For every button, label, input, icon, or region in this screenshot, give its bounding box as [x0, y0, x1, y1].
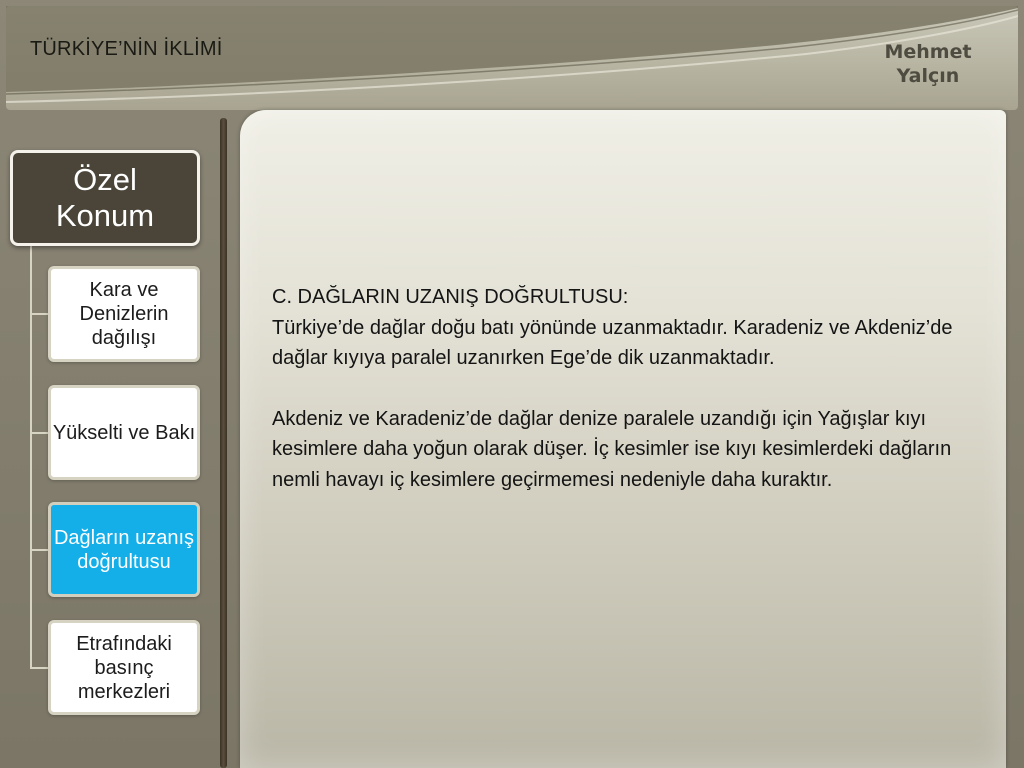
content-paragraph-1-text: Türkiye’de dağlar doğu batı yönünde uzanmaktadır. Karadeniz ve Akdeniz’de dağlar kıyıya paralel uzanırken Ege’de dik uzanmaktadır.	[272, 316, 953, 369]
vertical-divider	[220, 118, 227, 768]
tree-connector	[30, 244, 32, 668]
main-node-line-1: Özel	[73, 162, 137, 197]
sidebar-item-label: Kara ve Denizlerin dağılışı	[79, 279, 169, 349]
content-text	[272, 282, 972, 525]
author-last-name: Yalçın	[896, 65, 960, 87]
sidebar-item-basinc-merkezleri[interactable]	[48, 620, 200, 715]
tree-branch	[30, 667, 50, 669]
tree-branch	[30, 313, 50, 315]
content-paragraph-1	[272, 282, 972, 374]
page-title: TÜRKİYE’NİN İKLİMİ	[30, 38, 223, 60]
sidebar-item-label: Etrafındaki basınç merkezleri	[76, 632, 172, 703]
tree-branch	[30, 432, 50, 434]
sidebar-main-node[interactable]	[10, 150, 200, 246]
main-node-line-2: Konum	[55, 198, 155, 233]
sidebar-item-daglarin-uzanis[interactable]	[48, 502, 200, 597]
content-paragraph-2: Akdeniz ve Karadeniz’de dağlar denize paralele uzandığı için Yağışlar kıyı kesimlere daha yoğun olarak düşer. İç kesimler ise kıyı kesimlerdeki dağların nemli havayı iç kesimlere geçirmemesi nedeniyle daha kuraktır.	[272, 407, 952, 491]
sidebar-item-kara-ve-denizler[interactable]	[48, 266, 200, 362]
sidebar-item-yukselti-ve-baki[interactable]	[48, 385, 200, 480]
content-heading: C. DAĞLARIN UZANIŞ DOĞRULTUSU:	[272, 286, 629, 308]
tree-branch	[30, 549, 50, 551]
sidebar-item-label: Yükselti ve Bakı	[52, 421, 196, 444]
author-first-name: Mehmet	[884, 41, 972, 63]
sidebar-item-label: Dağların uzanış doğrultusu	[53, 526, 195, 573]
author-name	[868, 40, 988, 88]
